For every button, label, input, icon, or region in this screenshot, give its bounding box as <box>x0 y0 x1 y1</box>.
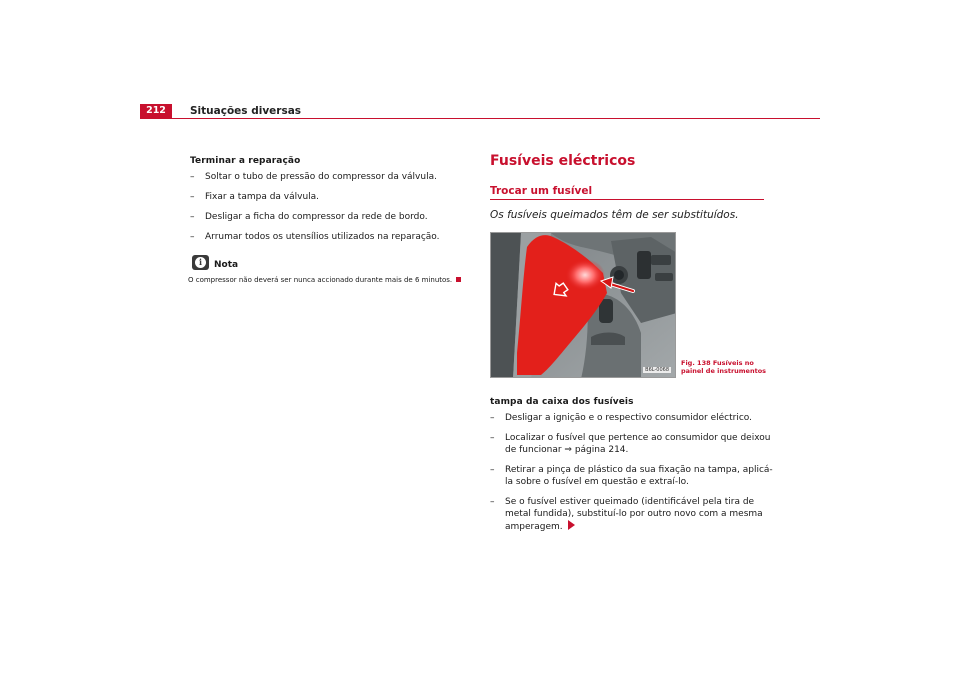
repair-end-heading: Terminar a reparação <box>190 156 301 166</box>
list-item: – Retirar a pinça de plástico da sua fixação na tampa, aplicá-la sobre o fusível em questão e extraí-lo. <box>490 465 773 487</box>
intro-text: Os fusíveis queimados têm de ser substituídos. <box>490 209 739 221</box>
right-column <box>490 396 780 541</box>
list-item: – Desligar a ficha do compressor da rede de bordo. <box>190 212 428 222</box>
fuse-panel-figure <box>490 232 676 378</box>
list-item: – Se o fusível estiver queimado (identificável pela tira de metal fundida), substituí-lo por outro novo com a mesma amperagem. <box>490 497 763 532</box>
list-item: – Fixar a tampa da válvula. <box>190 192 320 202</box>
subsection-title: Trocar um fusível <box>490 185 593 197</box>
fuse-box-heading: tampa da caixa dos fusíveis <box>490 397 634 407</box>
note-text: O compressor não deverá ser nunca accionado durante mais de 6 minutos. <box>188 275 472 285</box>
page-number: 212 <box>140 104 172 118</box>
note-label: Nota <box>214 260 239 270</box>
left-column <box>190 155 472 285</box>
list-item: – Arrumar todos os utensílios utilizados na reparação. <box>190 232 440 242</box>
subsection-divider <box>490 199 764 200</box>
note-header <box>190 255 472 270</box>
section-title: Fusíveis eléctricos <box>490 153 636 169</box>
list-item: – Localizar o fusível que pertence ao consumidor que deixou de funcionar ⇒ página 214. <box>490 433 771 455</box>
end-square-icon <box>456 277 461 282</box>
page-header-title: Situações diversas <box>190 105 302 117</box>
figure-code: B6L-0068 <box>645 367 669 373</box>
header-divider <box>140 118 820 119</box>
note-info-icon: i <box>192 255 209 270</box>
continue-arrow-icon <box>568 520 575 530</box>
list-item: – Soltar o tubo de pressão do compressor da válvula. <box>190 172 437 182</box>
figure-caption: Fig. 138 Fusíveis no painel de instrumentos <box>681 359 767 375</box>
list-item: – Desligar a ignição e o respectivo consumidor eléctrico. <box>490 413 752 423</box>
dashboard-illustration <box>491 233 676 378</box>
